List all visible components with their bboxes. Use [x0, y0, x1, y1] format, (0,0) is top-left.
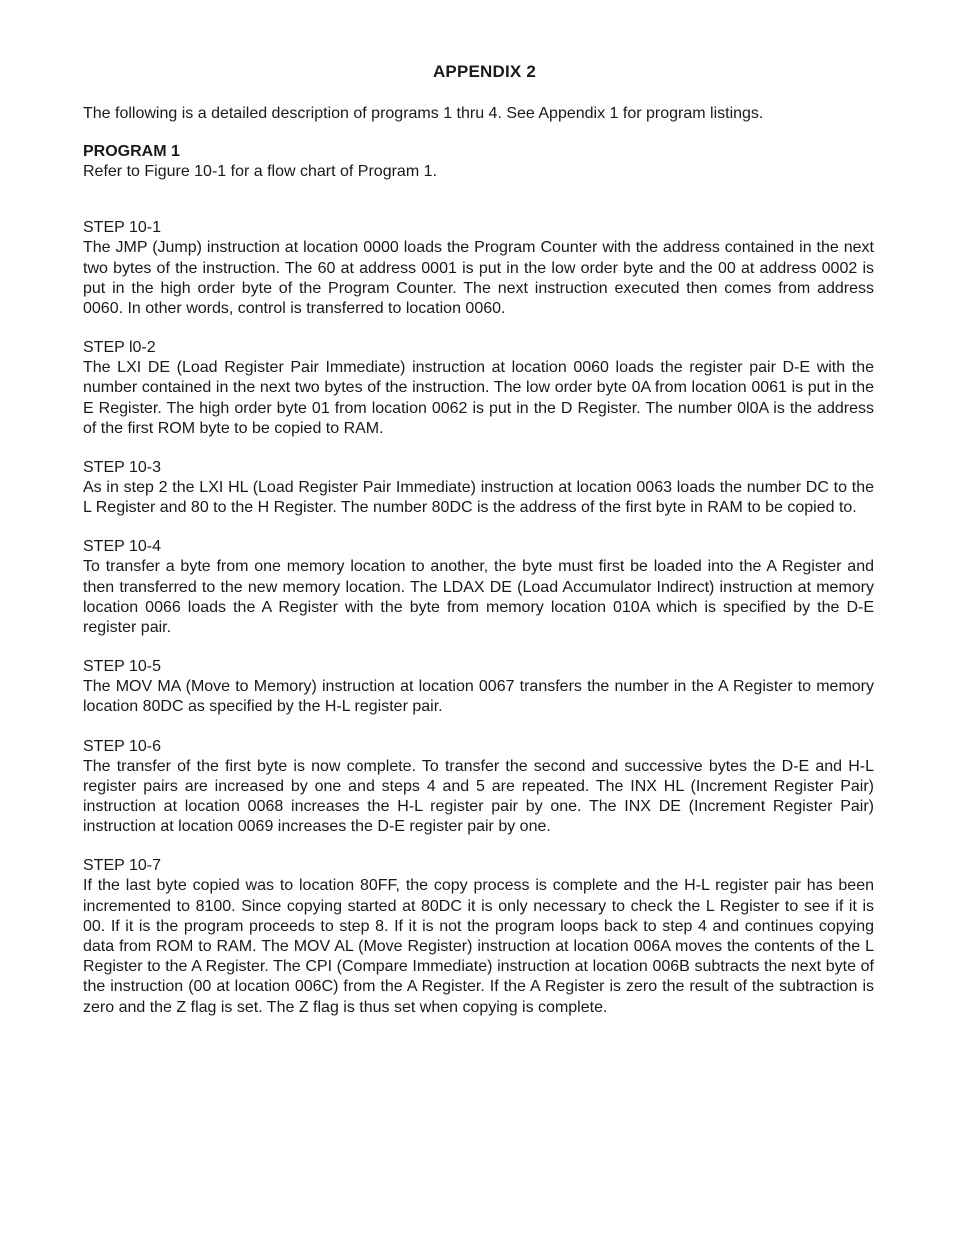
step-section: [83, 458, 874, 518]
step-body: The MOV MA (Move to Memory) instruction at location 0067 transfers the number in the A Register to memory location 80DC as specified by the H-L register pair.: [83, 678, 874, 716]
step-heading: STEP 10-3: [83, 459, 161, 477]
intro-paragraph: The following is a detailed description of programs 1 thru 4. See Appendix 1 for program listings.: [83, 105, 764, 122]
step-heading: STEP 10-4: [83, 538, 161, 556]
step-heading: STEP 10-5: [83, 658, 161, 676]
step-section: [83, 657, 874, 717]
step-body: The JMP (Jump) instruction at location 0000 loads the Program Counter with the address contained in the next two bytes of the instruction. The 60 at address 0001 is put in the low order byte and the 00 at address 0002 is put in the high order byte of the Program Counter. The next instruction executed then comes from address 0060. In other words, control is transferred to location 0060.: [83, 239, 874, 318]
step-heading: STEP 10-6: [83, 737, 161, 755]
step-section: [83, 537, 874, 638]
step-body: To transfer a byte from one memory location to another, the byte must first be loaded into the A Register and then transferred to the new memory location. The LDAX DE (Load Accumulator Indirect) instruction at memory location 0066 loads the A Register with the byte from memory location 010A which is specified by the D-E register pair.: [83, 558, 874, 637]
step-section: [83, 338, 874, 439]
document-page: [83, 62, 874, 1037]
step-body: The LXI DE (Load Register Pair Immediate) instruction at location 0060 loads the register pair D-E with the number contained in the next two bytes of the instruction. The low order byte 0A from location 0061 is put in the E Register. The high order byte 01 from location 0062 is put in the D Register. The number 0l0A is the address of the first ROM byte to be copied to RAM.: [83, 359, 874, 437]
step-section: [83, 856, 874, 1017]
step-section: [83, 737, 874, 838]
step-section: [83, 218, 874, 319]
step-body: The transfer of the first byte is now complete. To transfer the second and successive bytes the D-E and H-L register pairs are increased by one and steps 4 and 5 are repeated. The INX HL (Increment Register Pair) instruction at location 0068 increases the H-L register pair by one. The INX DE (Increment Register Pair) instruction at location 0069 increases the D-E register pair by one.: [83, 757, 874, 836]
program-heading: PROGRAM 1: [83, 143, 180, 161]
step-body: If the last byte copied was to location 80FF, the copy process is complete and the H-L register pair has been incremented to 8100. Since copying started at 80DC it is only necessary to check the L Register to see if it is 00. If it is the program proceeds to step 8. If it is not the program loops back to step 4 and continues copying data from ROM to RAM. The MOV AL (Move Register) instruction at location 006A moves the contents of the L Register to the A Register. The CPI (Compare Immediate) instruction at location 006B subtracts the next byte of the instruction (00 at location 006C) from the A Register. If the A Register is zero the result of the subtraction is zero and the Z flag is set. The Z flag is thus set when copying is complete.: [83, 877, 874, 1016]
step-body: As in step 2 the LXI HL (Load Register Pair Immediate) instruction at location 0063 loads the number DC to the L Register and 80 to the H Register. The number 80DC is the address of the first byte in RAM to be copied to.: [83, 479, 874, 517]
page-title: APPENDIX 2: [432, 62, 537, 81]
step-heading: STEP 10-7: [83, 857, 161, 875]
step-heading: STEP 10-1: [83, 219, 161, 237]
program-reference: Refer to Figure 10-1 for a flow chart of Program 1.: [83, 163, 437, 181]
step-heading: STEP l0-2: [83, 339, 156, 357]
